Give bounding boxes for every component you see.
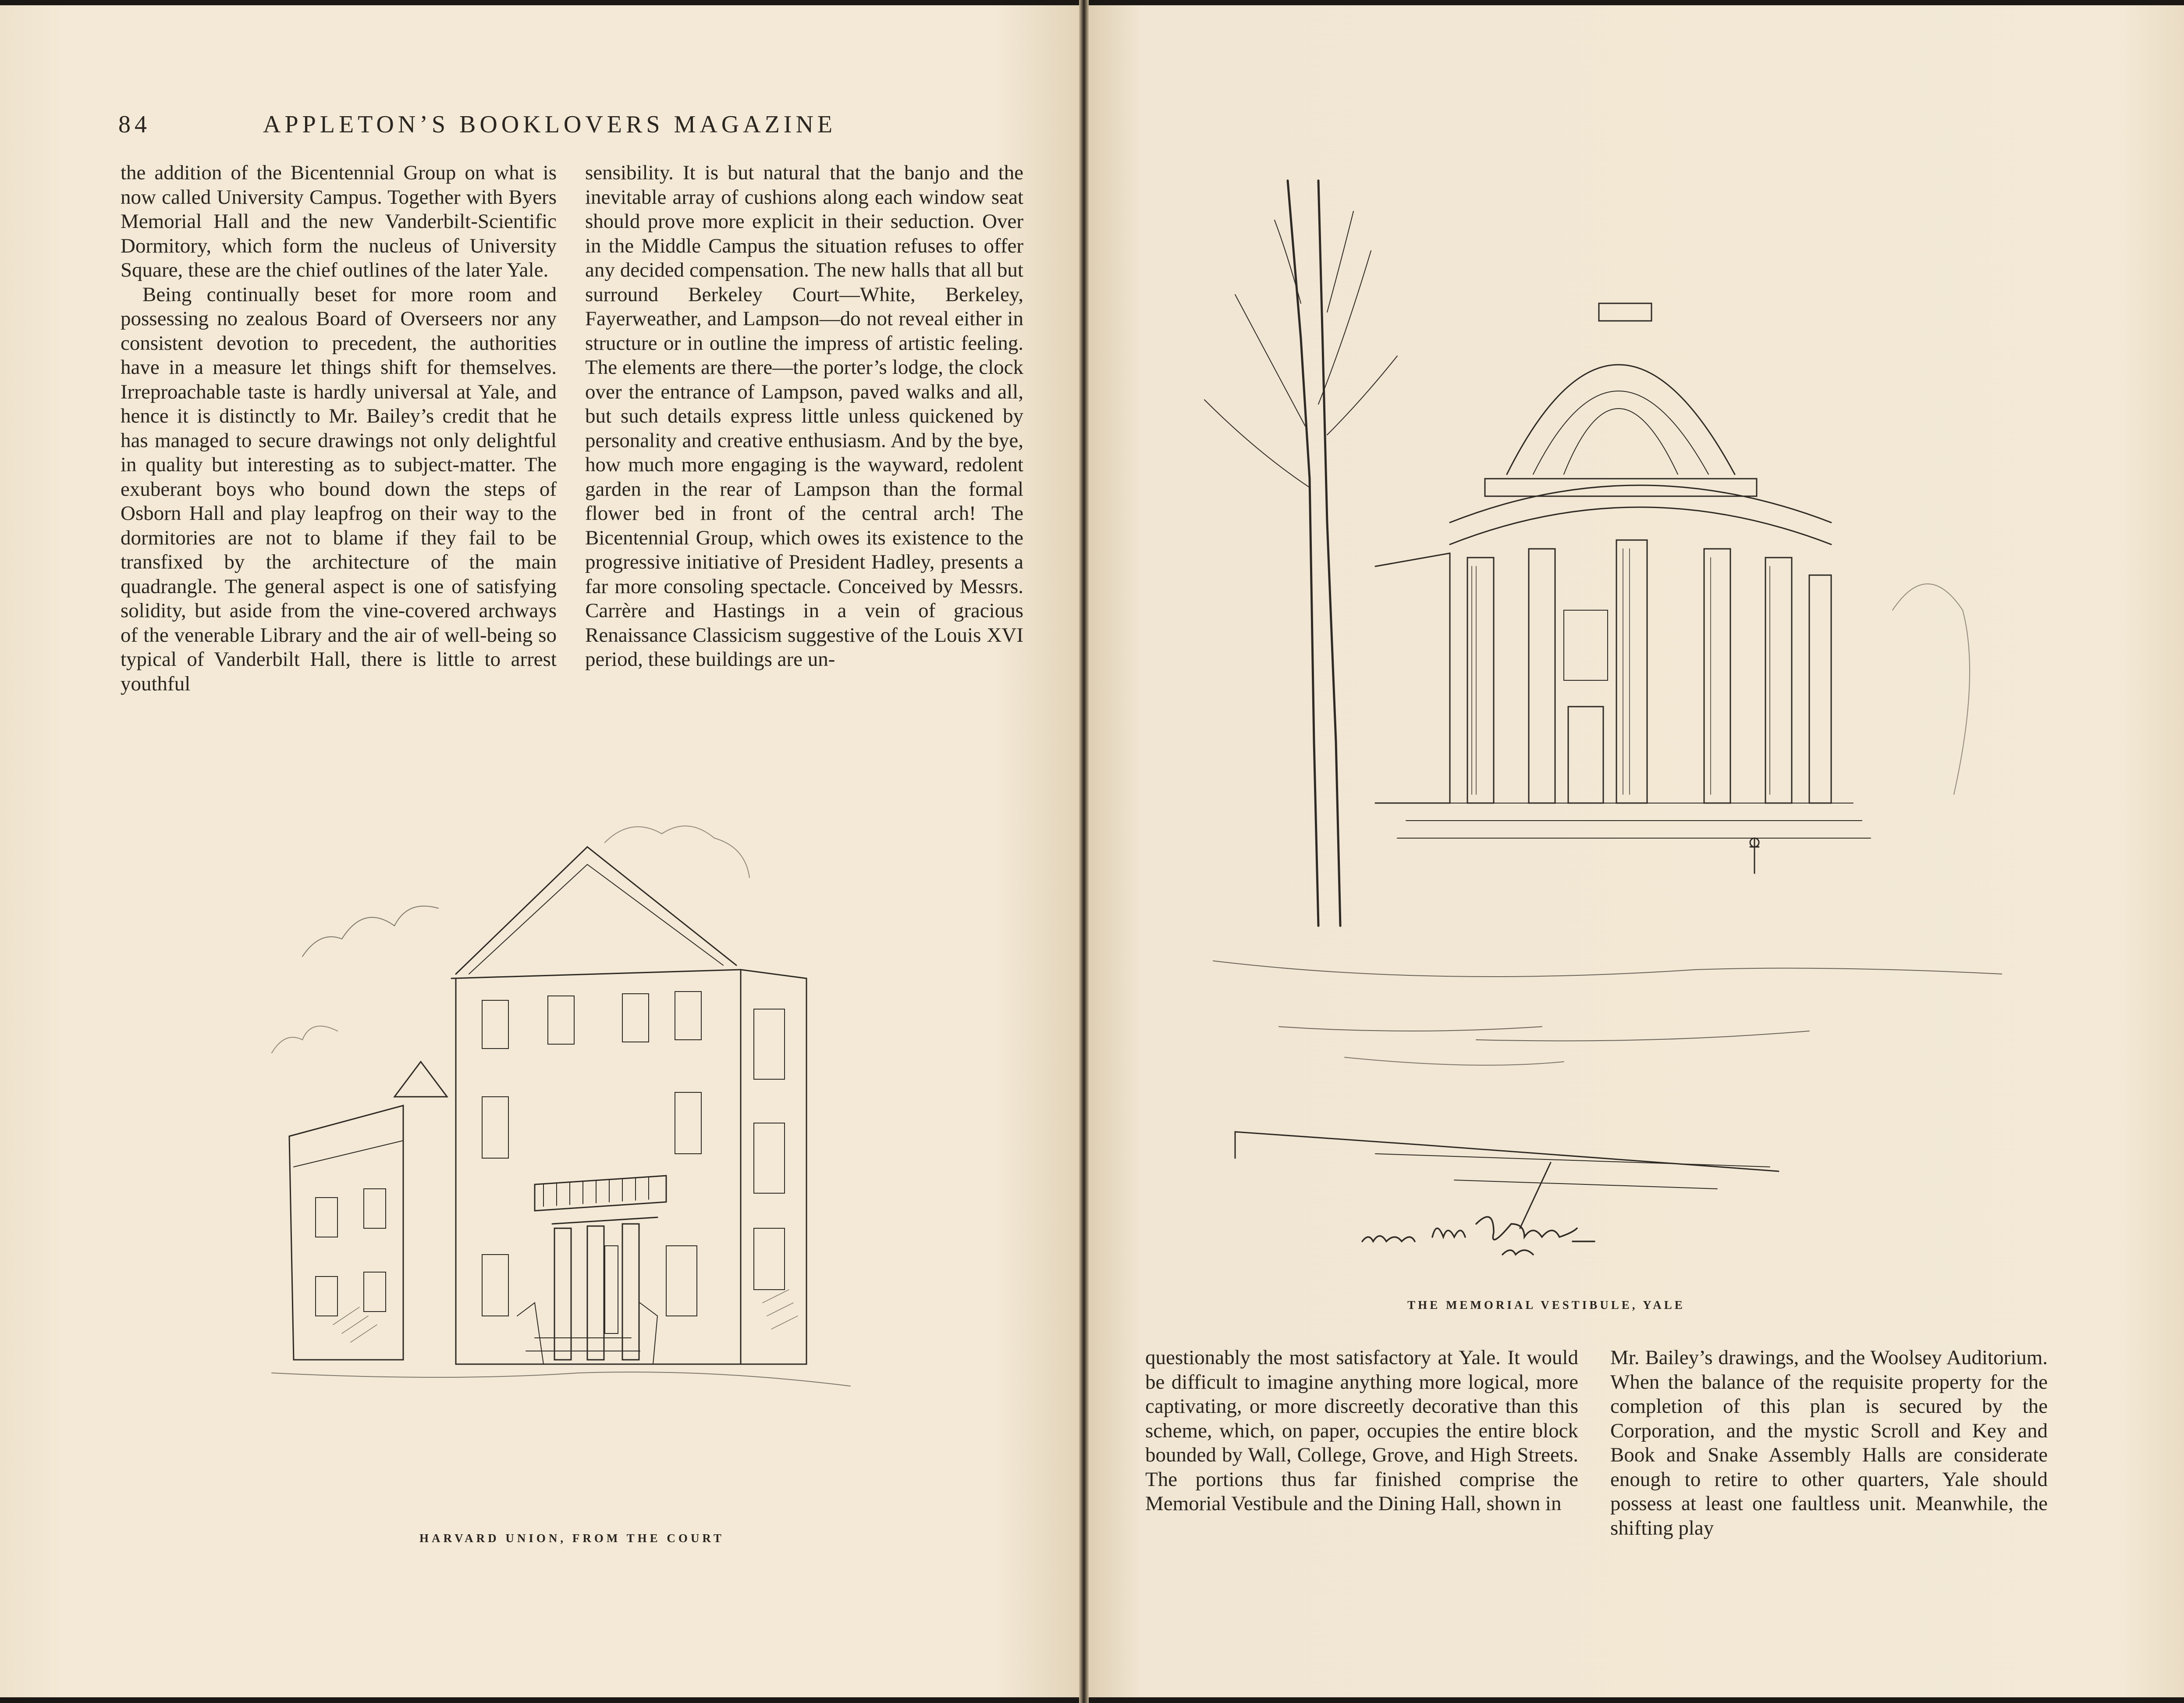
paragraph: questionably the most satisfactory at Yale. It would be difficult to imagine anything more logical, more captivating, or more discreetly decorative than this scheme, which, on paper, occupies the entire block bounded by Wall, College, Grove, and High Streets. The portions thus far finished comprise the Memorial Vestibule and the Dining Hall, shown in xyxy=(1145,1346,1578,1515)
left-column-1 xyxy=(121,161,557,696)
paragraph: sensibility. It is but natural that the banjo and the inevitable array of cushions along each window seat should prove more explicit in their seduction. Over in the Middle Campus the situation refuses to offer any decided compensation. The new halls that all but surround Berkeley Court—White, Berkeley, Fayerweather, and Lampson—do not reveal either in structure or in outline the impress of artistic feeling. The elements are there—the porter’s lodge, the clock over the entrance of Lampson, paved walks and all, but such details express little unless quickened by personality and creative enthusiasm. And by the bye, how much more engaging is the wayward, redolent garden in the rear of Lampson than the formal flower bed in front of the central arch! The Bicentennial Group, which owes its existence to the progressive initiative of President Hadley, presents a far more consoling spectacle. Conceived by Messrs. Carrère and Hastings in a vein of gracious Renaissance Classicism suggestive of the Louis XVI period, these buildings are un- xyxy=(585,161,1023,671)
right-page xyxy=(1086,5,2184,1697)
left-column-2 xyxy=(585,161,1023,672)
harvard-union-caption: HARVARD UNION, FROM THE COURT xyxy=(419,1532,724,1545)
right-column-2 xyxy=(1610,1346,2048,1540)
book-gutter xyxy=(1079,0,1089,1703)
running-head xyxy=(118,110,973,146)
paragraph: Mr. Bailey’s drawings, and the Woolsey Auditorium. When the balance of the requisite property for the completion of this plan is secured by the Corporation, and the mystic Scroll and Key and Book and Snake Assembly Halls are considerate enough to retire to other quarters, Yale should possess at least one faultless unit. Meanwhile, the shifting play xyxy=(1610,1346,2048,1539)
paragraph: the addition of the Bicentennial Group on what is now called University Campus. Together with Byers Memorial Hall and the new Vanderbilt-Scientific Dormitory, which form the nucleus of University Square, these are the chief outlines of the later Yale. xyxy=(121,161,557,281)
left-page xyxy=(0,5,1082,1697)
paragraph: Being continually beset for more room and possessing no zealous Board of Overseers nor any consistent devotion to precedent, the authorities have in a measure let things shift for themselves. Irreproachable taste is hardly universal at Yale, and hence it is distinctly to Mr. Bailey’s credit that he has managed to secure drawings not only delightful in quality but interesting as to subject-matter. The exuberant boys who bound down the steps of Osborn Hall and play leapfrog on their way to the dormitories are not to blame if they fail to be transfixed by the architecture of the main quadrangle. The general aspect is one of satisfying solidity, but aside from the vine-covered archways of the venerable Library and the air of well-being so typical of Vanderbilt Hall, there is little to arrest youthful xyxy=(121,283,557,695)
magazine-title: APPLETON’S BOOKLOVERS MAGAZINE xyxy=(263,111,837,138)
signature-mark xyxy=(1362,1217,1594,1255)
memorial-vestibule-caption: THE MEMORIAL VESTIBULE, YALE xyxy=(1407,1298,1685,1312)
signature-text: Vernon Howe Bailey xyxy=(1476,1272,1480,1273)
harvard-union-illustration xyxy=(245,790,894,1535)
right-column-1 xyxy=(1145,1346,1578,1516)
memorial-vestibule-illustration xyxy=(1169,172,2002,1312)
page-number: 84 xyxy=(118,111,151,138)
